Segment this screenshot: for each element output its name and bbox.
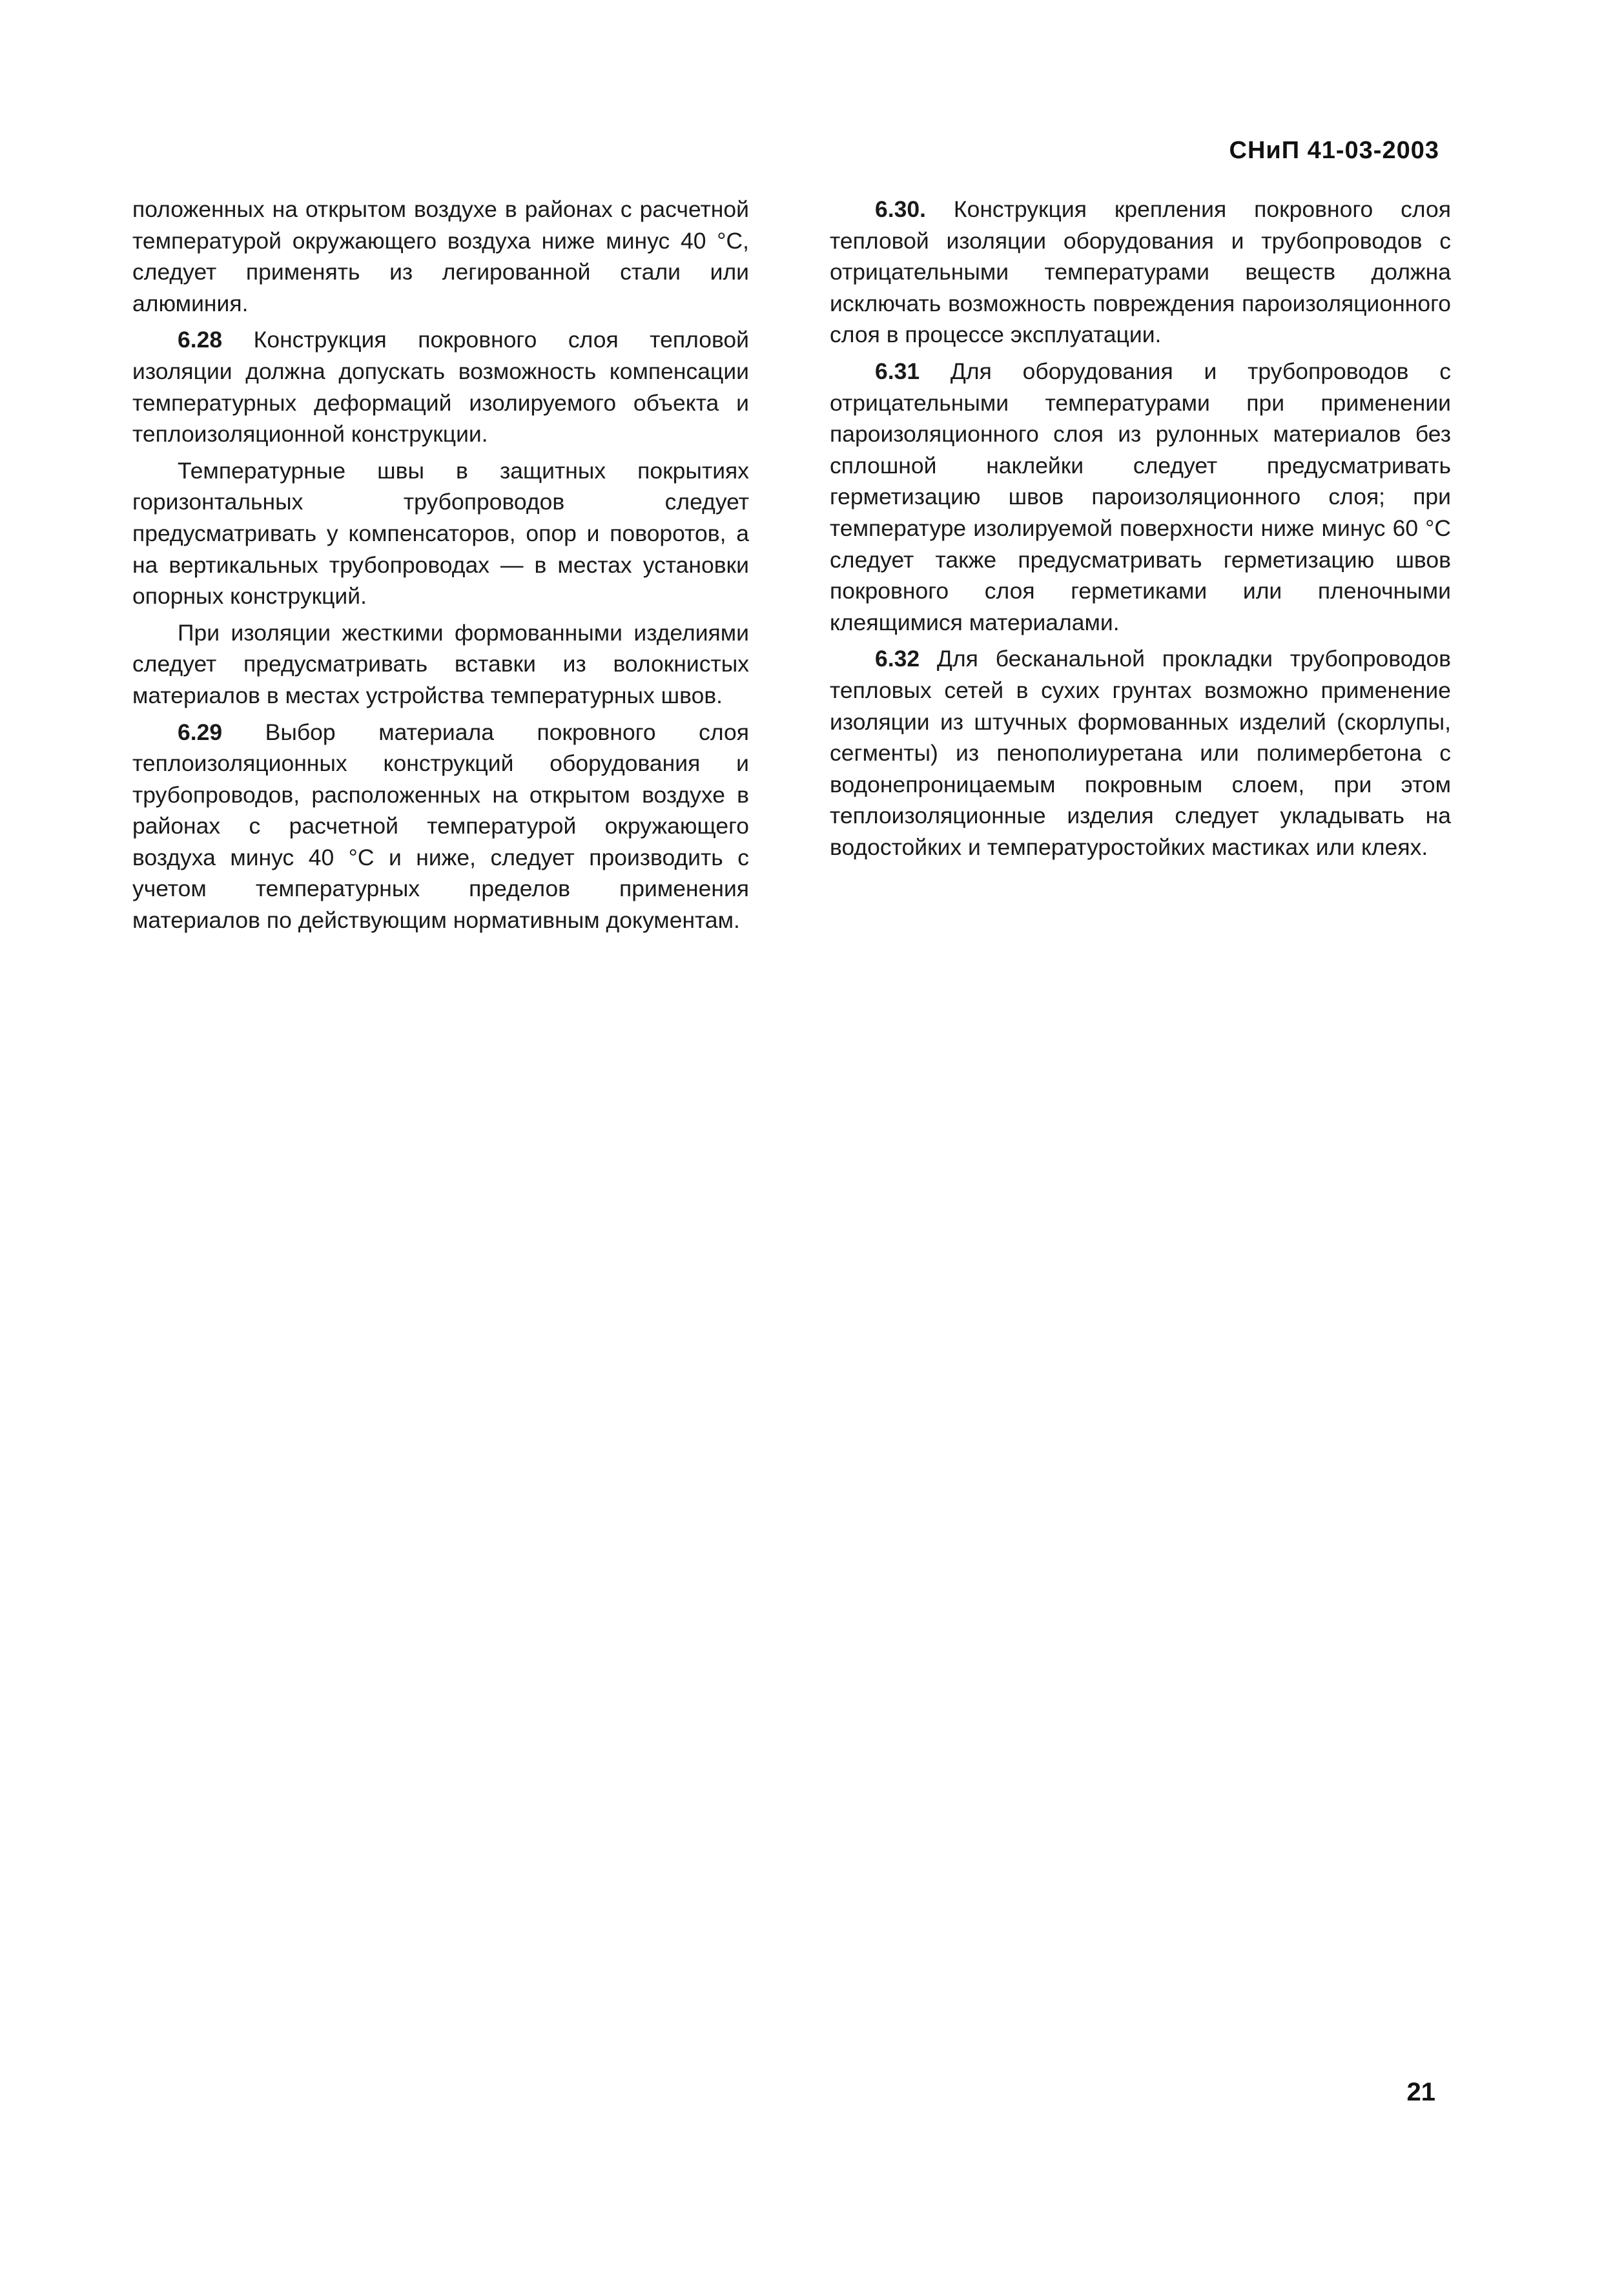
paragraph-text: При изоляции жесткими формованными изделиями следует предусматривать вставки из волокнистых материалов в местах устройства температурных швов. — [132, 619, 749, 708]
paragraph-temperature-joints — [132, 455, 749, 612]
paragraph-6-31 — [830, 356, 1451, 638]
paragraph-rigid-insulation — [132, 617, 749, 712]
paragraph-text: Для оборудования и трубопроводов с отрицательными температурами при применении пароизоляционного слоя из рулонных материалов без сплошной наклейки следует предусматривать герметизацию швов пароизоляционного слоя; при температуре изолируемой поверхности ниже минус 60 °С следует также предусматривать герметизацию швов покровного слоя герметиками или пленочными клеящимися материалами. — [830, 358, 1451, 635]
paragraph-text: положенных на открытом воздухе в районах с расчетной температурой окружающего воздуха ниже минус 40 °С, следует применять из легированной стали или алюминия. — [132, 196, 749, 316]
paragraph-6-28 — [132, 324, 749, 449]
section-number: 6.32 — [875, 646, 920, 672]
paragraph-6-32 — [830, 643, 1451, 863]
section-number: 6.31 — [875, 358, 920, 384]
section-number: 6.29 — [178, 719, 223, 745]
left-text-column — [132, 194, 749, 941]
paragraph-6-30 — [830, 194, 1451, 351]
right-text-column — [830, 194, 1451, 868]
paragraph-6-29 — [132, 717, 749, 936]
paragraph-text: Температурные швы в защитных покрытиях горизонтальных трубопроводов следует предусматривать у компенсаторов, опор и поворотов, а на вертикальных трубопроводах — в местах установки опорных конструкций. — [132, 457, 749, 610]
section-number: 6.30. — [875, 196, 926, 222]
page-number: 21 — [1406, 2078, 1435, 2106]
section-number: 6.28 — [178, 327, 223, 353]
paragraph-text: Для бесканальной прокладки трубопроводов тепловых сетей в сухих грунтах возможно применение изоляции из штучных формованных изделий (скорлупы, сегменты) из пенополиуретана или полимербетона с водонепроницаемым покровным слоем, при этом теплоизоляционные изделия следует укладывать на водостойких и температуростойких мастиках или клеях. — [830, 646, 1451, 860]
paragraph-continuation — [132, 194, 749, 319]
document-code-header: СНиП 41-03-2003 — [1229, 137, 1439, 164]
paragraph-text: Конструкция крепления покровного слоя тепловой изоляции оборудования и трубопроводов с отрицательными температурами веществ должна исключать возможность повреждения пароизоляционного слоя в процессе эксплуатации. — [830, 196, 1451, 348]
paragraph-text: Выбор материала покровного слоя теплоизоляционных конструкций оборудования и трубопроводов, расположенных на открытом воздухе в районах с расчетной температурой окружающего воздуха минус 40 °С и ниже, следует производить с учетом температурных пределов применения материалов по действующим нормативным документам. — [132, 719, 749, 934]
paragraph-text: Конструкция покровного слоя тепловой изоляции должна допускать возможность компенсации температурных деформаций изолируемого объекта и теплоизоляционной конструкции. — [132, 327, 749, 447]
